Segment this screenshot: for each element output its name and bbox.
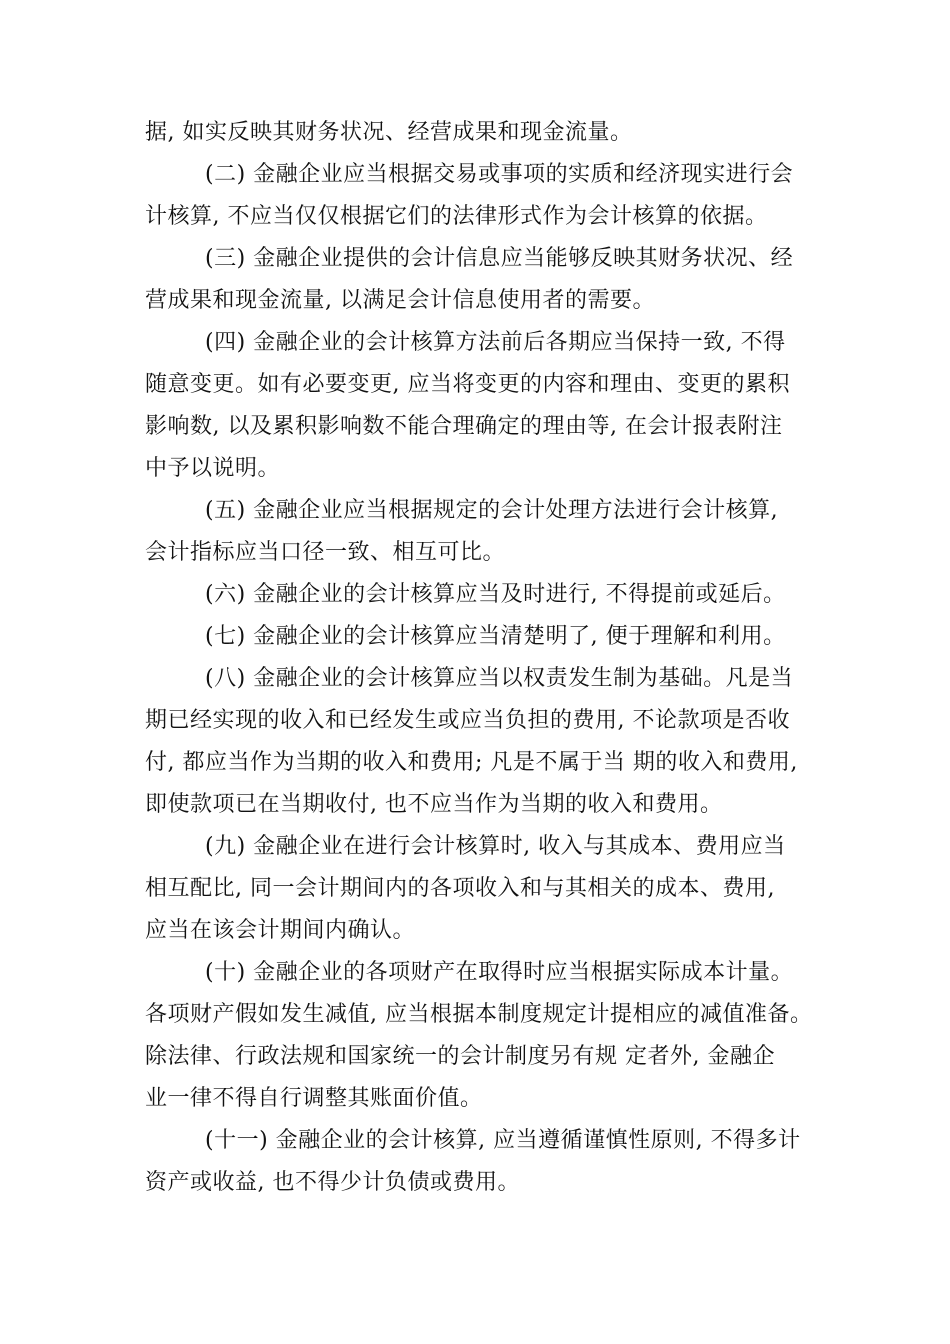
text-line: 即使款项已在当期收付, 也不应当作为当期的收入和费用。 xyxy=(145,792,723,817)
text-line: (九) 金融企业在进行会计核算时, 收入与其成本、费用应当 xyxy=(205,834,786,859)
text-line: (七) 金融企业的会计核算应当清楚明了, 便于理解和利用。 xyxy=(205,624,786,649)
text-line: 资产或收益, 也不得少计负债或费用。 xyxy=(145,1170,520,1195)
text-line: 会计指标应当口径一致、相互可比。 xyxy=(145,540,506,565)
text-line: (四) 金融企业的会计核算方法前后各期应当保持一致, 不得 xyxy=(205,330,786,355)
text-line: 除法律、行政法规和国家统一的会计制度另有规 定者外, 金融企 xyxy=(145,1044,775,1069)
text-line: 据, 如实反映其财务状况、经营成果和现金流量。 xyxy=(145,120,633,145)
text-line: (十一) 金融企业的会计核算, 应当遵循谨慎性原则, 不得多计 xyxy=(205,1128,801,1153)
text-line: 中予以说明。 xyxy=(145,456,281,481)
text-line: 随意变更。如有必要变更, 应当将变更的内容和理由、变更的累积 xyxy=(145,372,790,397)
document-body xyxy=(145,112,825,1204)
text-line: 付, 都应当作为当期的收入和费用; 凡是不属于当 期的收入和费用, xyxy=(145,750,798,775)
text-line: (八) 金融企业的会计核算应当以权责发生制为基础。凡是当 xyxy=(205,666,794,691)
text-line: 期已经实现的收入和已经发生或应当负担的费用, 不论款项是否收 xyxy=(145,708,790,733)
text-line: (五) 金融企业应当根据规定的会计处理方法进行会计核算, xyxy=(205,498,779,523)
text-line: 各项财产假如发生减值, 应当根据本制度规定计提相应的减值准备。 xyxy=(145,1002,813,1027)
text-line: (十) 金融企业的各项财产在取得时应当根据实际成本计量。 xyxy=(205,960,794,985)
text-line: 影响数, 以及累积影响数不能合理确定的理由等, 在会计报表附注 xyxy=(145,414,783,439)
text-line: (六) 金融企业的会计核算应当及时进行, 不得提前或延后。 xyxy=(205,582,786,607)
text-line: 计核算, 不应当仅仅根据它们的法律形式作为会计核算的依据。 xyxy=(145,204,768,229)
text-line: 相互配比, 同一会计期间内的各项收入和与其相关的成本、费用, xyxy=(145,876,775,901)
text-line: 应当在该会计期间内确认。 xyxy=(145,918,416,943)
text-line: 营成果和现金流量, 以满足会计信息使用者的需要。 xyxy=(145,288,655,313)
text-line: (二) 金融企业应当根据交易或事项的实质和经济现实进行会 xyxy=(205,162,794,187)
text-line: 业一律不得自行调整其账面价值。 xyxy=(145,1086,483,1111)
text-line: (三) 金融企业提供的会计信息应当能够反映其财务状况、经 xyxy=(205,246,794,271)
